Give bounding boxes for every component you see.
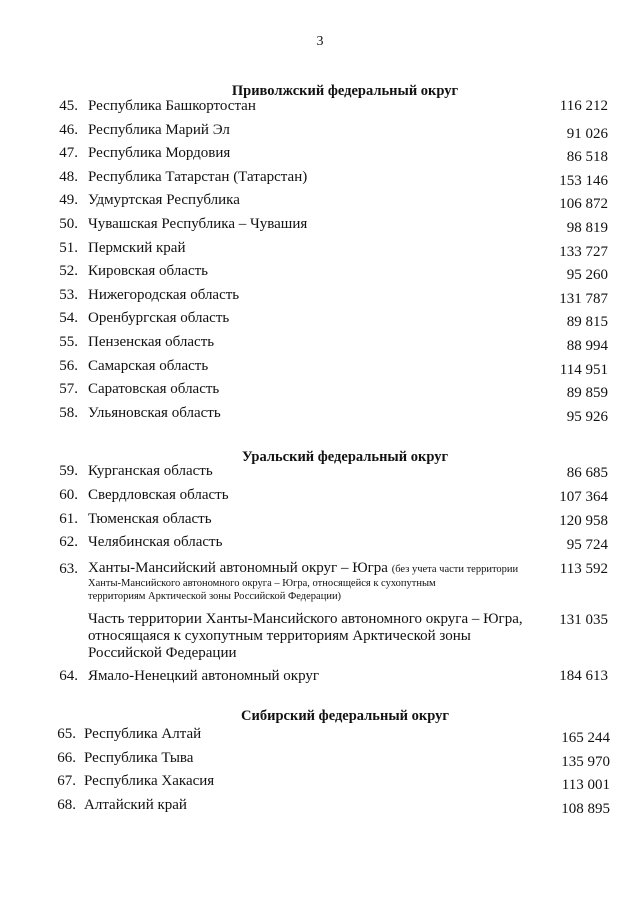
row-number: 55. (59, 334, 78, 350)
section-title-volga: Приволжский федеральный округ (231, 83, 459, 99)
region-value: 131 035 (559, 612, 608, 628)
row-number: 64. (59, 668, 78, 684)
row-number: 47. (59, 145, 78, 162)
row-number: 66. (57, 749, 76, 766)
region-value: 120 958 (559, 512, 608, 529)
row-number: 54. (59, 310, 78, 327)
region-value: 95 260 (566, 267, 608, 284)
region-name: Республика Татарстан (Татарстан) (88, 168, 308, 185)
region-name: Республика Марий Эл (88, 121, 230, 138)
region-name: Кировская область (88, 263, 209, 280)
region-value: 88 994 (566, 338, 608, 354)
row-number: 58. (59, 404, 78, 421)
region-name: Тюменская область (88, 510, 212, 527)
region-name: Республика Башкортостан (88, 98, 256, 114)
row-number: 46. (59, 121, 78, 138)
region-value: 89 815 (566, 314, 608, 331)
region-name (88, 560, 543, 603)
section-title-siberia: Сибирский федеральный округ (241, 708, 449, 724)
region-name: Алтайский край (84, 796, 187, 813)
region-name: Республика Тыва (84, 749, 194, 766)
region-name: Часть территории Ханты-Мансийского автономного округа – Югра, относящаяся к сухопутным территориям Арктической зоны Российской Федерации (88, 611, 523, 661)
row-number: 67. (57, 773, 76, 789)
region-name: Ульяновская область (88, 404, 221, 421)
row-number: 68. (57, 796, 76, 813)
row-number: 57. (59, 381, 78, 398)
region-value: 165 244 (561, 730, 610, 746)
row-number: 63. (59, 561, 78, 577)
region-value: 184 613 (559, 668, 608, 684)
row-number: 62. (59, 534, 78, 551)
region-name: Свердловская область (88, 486, 229, 503)
region-name: Самарская область (88, 357, 209, 374)
region-value: 107 364 (559, 488, 608, 505)
row-number: 49. (59, 192, 78, 209)
region-value: 95 724 (566, 537, 608, 554)
region-name: Челябинская область (88, 534, 223, 551)
region-note-line2: Ханты-Мансийского автономного округа – Югра, относящейся к сухопутным (88, 578, 436, 589)
region-value: 116 212 (559, 98, 608, 114)
row-number: 51. (59, 239, 78, 256)
region-value: 133 727 (559, 243, 608, 260)
region-note-line3: территориям Арктической зоны Российской Федерации) (88, 591, 342, 602)
region-name: Пермский край (88, 239, 186, 256)
region-value: 153 146 (559, 172, 608, 189)
row-number: 50. (59, 216, 78, 232)
page-number: 3 (316, 34, 324, 49)
region-value: 131 787 (559, 290, 608, 307)
region-name: Республика Хакасия (84, 773, 215, 789)
region-value: 106 872 (559, 196, 608, 213)
region-name: Курганская область (88, 463, 213, 479)
region-name: Республика Мордовия (88, 145, 231, 162)
region-name: Оренбургская область (88, 310, 230, 327)
region-value: 135 970 (561, 753, 610, 770)
row-number: 59. (59, 463, 78, 479)
region-value: 86 685 (566, 465, 608, 481)
region-name: Республика Алтай (84, 726, 202, 742)
region-value: 108 895 (561, 800, 610, 817)
row-number: 56. (59, 357, 78, 374)
row-number: 61. (59, 510, 78, 527)
region-name: Удмуртская Республика (88, 192, 240, 209)
row-number: 53. (59, 286, 78, 303)
section-title-ural: Уральский федеральный округ (241, 449, 449, 465)
region-name: Саратовская область (88, 381, 220, 398)
region-name: Ямало-Ненецкий автономный округ (88, 668, 320, 684)
region-value: 113 001 (561, 777, 610, 793)
region-value: 86 518 (566, 149, 608, 166)
row-number: 65. (57, 726, 76, 742)
region-value: 91 026 (566, 125, 608, 142)
region-note-line1: (без учета части территории (391, 564, 519, 575)
row-number: 60. (59, 486, 78, 503)
region-name: Нижегородская область (88, 286, 240, 303)
row-number: 52. (59, 263, 78, 280)
region-name: Чувашская Республика – Чувашия (88, 216, 308, 232)
region-value: 114 951 (559, 361, 608, 378)
region-value: 89 859 (566, 385, 608, 402)
region-value: 95 926 (566, 408, 608, 425)
row-number: 48. (59, 168, 78, 185)
region-value: 98 819 (566, 220, 608, 236)
region-name-main: Ханты-Мансийский автономный округ – Югра (88, 560, 388, 576)
region-value: 113 592 (559, 561, 608, 577)
row-number: 45. (59, 98, 78, 114)
region-name: Пензенская область (88, 334, 215, 350)
